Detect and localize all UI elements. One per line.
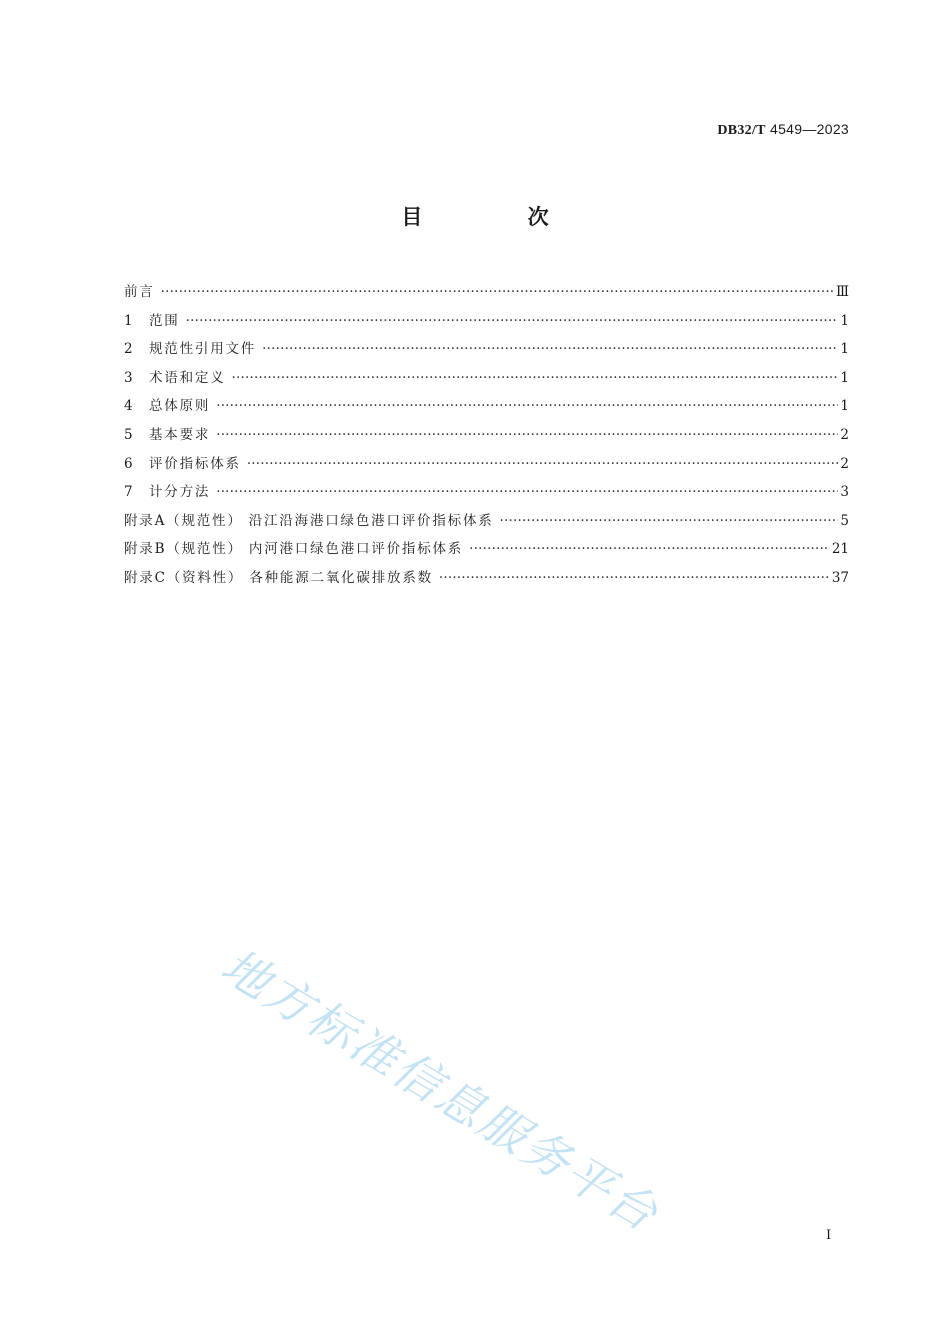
standard-prefix: DB32/T: [717, 123, 766, 138]
toc-item-text: 附录B（规范性） 内河港口绿色港口评价指标体系: [124, 541, 464, 558]
toc-item-page: 1: [840, 369, 849, 386]
toc-item-text: 附录A（规范性） 沿江沿海港口绿色港口评价指标体系: [124, 512, 494, 529]
page-title: 目 次: [401, 205, 598, 229]
toc-item-foreword[interactable]: [124, 278, 849, 307]
toc-item-page: 2: [840, 426, 849, 443]
toc-item-text: 前言: [124, 284, 155, 300]
toc-item-number: 1: [124, 312, 133, 329]
standard-code: [717, 121, 849, 139]
toc-item-text: 附录C（资料性） 各种能源二氧化碳排放系数: [124, 569, 433, 586]
toc-item-7[interactable]: [124, 478, 849, 507]
toc-leader-dots: [186, 307, 839, 336]
toc-item-page: 5: [840, 512, 849, 529]
toc-item-text: 规范性引用文件: [149, 341, 257, 358]
toc-item-4[interactable]: [124, 392, 849, 421]
toc-item-text: 基本要求: [149, 426, 211, 443]
toc-item-number: 7: [124, 484, 133, 501]
toc-item-6[interactable]: [124, 450, 849, 479]
table-of-contents: [124, 278, 849, 593]
toc-item-text: 术语和定义: [149, 369, 226, 386]
toc-item-2[interactable]: [124, 335, 849, 364]
toc-leader-dots: [161, 278, 834, 307]
toc-item-appendix-b[interactable]: [124, 535, 849, 564]
toc-leader-dots: [469, 535, 830, 564]
toc-item-page: 1: [840, 341, 849, 358]
watermark: 地方标准信息服务平台: [211, 938, 669, 1244]
toc-leader-dots: [439, 564, 830, 593]
toc-leader-dots: [500, 507, 839, 536]
toc-item-3[interactable]: [124, 364, 849, 393]
toc-item-page: 1: [840, 398, 849, 415]
toc-leader-dots: [247, 450, 839, 479]
toc-item-number: 2: [124, 341, 133, 358]
toc-item-number: 3: [124, 369, 133, 386]
toc-item-appendix-a[interactable]: [124, 507, 849, 536]
toc-item-1[interactable]: [124, 307, 849, 336]
toc-item-page: 37: [831, 569, 849, 586]
toc-item-number: 6: [124, 455, 133, 472]
toc-item-text: 评价指标体系: [149, 455, 241, 472]
standard-number: 4549—2023: [770, 121, 849, 137]
toc-item-text: 范围: [149, 312, 180, 329]
toc-item-5[interactable]: [124, 421, 849, 450]
toc-leader-dots: [232, 364, 839, 393]
toc-item-appendix-c[interactable]: [124, 564, 849, 593]
toc-item-page: 1: [840, 312, 849, 329]
page-number: I: [826, 1228, 832, 1243]
toc-leader-dots: [262, 335, 838, 364]
toc-item-number: 5: [124, 426, 133, 443]
toc-item-page: 21: [831, 541, 849, 558]
toc-item-number: 4: [124, 398, 133, 415]
toc-item-page: Ⅲ: [835, 284, 849, 300]
toc-item-page: 2: [840, 455, 849, 472]
toc-leader-dots: [216, 421, 838, 450]
toc-item-text: 总体原则: [149, 398, 211, 415]
toc-item-page: 3: [840, 484, 849, 501]
toc-item-text: 计分方法: [149, 484, 211, 501]
toc-leader-dots: [216, 392, 838, 421]
toc-leader-dots: [216, 478, 838, 507]
